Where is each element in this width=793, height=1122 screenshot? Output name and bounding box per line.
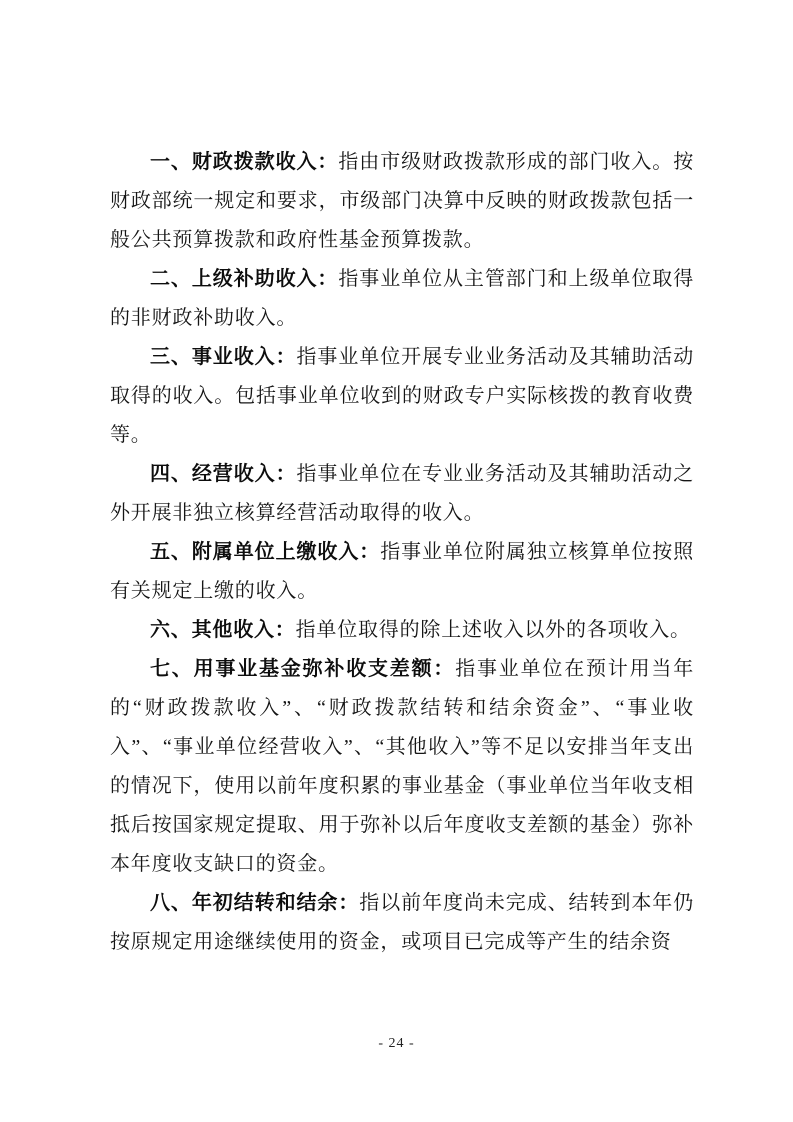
term-label: 一、财政拨款收入： <box>150 151 339 173</box>
term-definition: 指事业单位开展专业业务活动及其辅助活动取得的收入。包括事业单位收到的财政专户实际核拨的教育收费等。 <box>110 346 694 446</box>
definition-paragraph <box>110 143 694 260</box>
term-label: 二、上级补助收入： <box>150 268 339 290</box>
term-label: 三、事业收入： <box>150 346 297 368</box>
term-definition: 指以前年度尚未完成、结转到本年仍按原规定用途继续使用的资金，或项目已完成等产生的结余资 <box>110 892 694 953</box>
definition-paragraph <box>110 650 694 884</box>
term-definition: 指单位取得的除上述收入以外的各项收入。 <box>295 619 691 641</box>
document-body <box>110 143 694 962</box>
term-definition: 指事业单位在专业业务活动及其辅助活动之外开展非独立核算经营活动取得的收入。 <box>110 463 694 524</box>
definition-paragraph <box>110 260 694 338</box>
term-definition: 指事业单位在预计用当年的“财政拨款收入”、“财政拨款结转和结余资金”、“事业收入”、“事业单位经营收入”、“其他收入”等不足以安排当年支出的情况下，使用以前年度积累的事业基金（事业单位当年收支相抵后按国家规定提取、用于弥补以后年度收支差额的基金）弥补本年度收支缺口的资金。 <box>110 658 694 875</box>
term-definition: 指事业单位从主管部门和上级单位取得的非财政补助收入。 <box>110 268 694 329</box>
term-label: 六、其他收入： <box>150 619 296 641</box>
definition-paragraph <box>110 884 694 962</box>
definition-paragraph <box>110 611 694 650</box>
term-label: 五、附属单位上缴收入： <box>150 541 381 563</box>
term-label: 七、用事业基金弥补收支差额： <box>150 658 456 680</box>
definition-paragraph <box>110 455 694 533</box>
definition-paragraph <box>110 533 694 611</box>
page-number: - 24 - <box>378 1036 415 1051</box>
term-definition: 指事业单位附属独立核算单位按照有关规定上缴的收入。 <box>110 541 694 602</box>
definition-paragraph <box>110 338 694 455</box>
term-definition: 指由市级财政拨款形成的部门收入。按财政部统一规定和要求，市级部门决算中反映的财政拨款包括一般公共预算拨款和政府性基金预算拨款。 <box>110 151 694 251</box>
term-label: 四、经营收入： <box>150 463 297 485</box>
term-label: 八、年初结转和结余： <box>150 892 360 914</box>
